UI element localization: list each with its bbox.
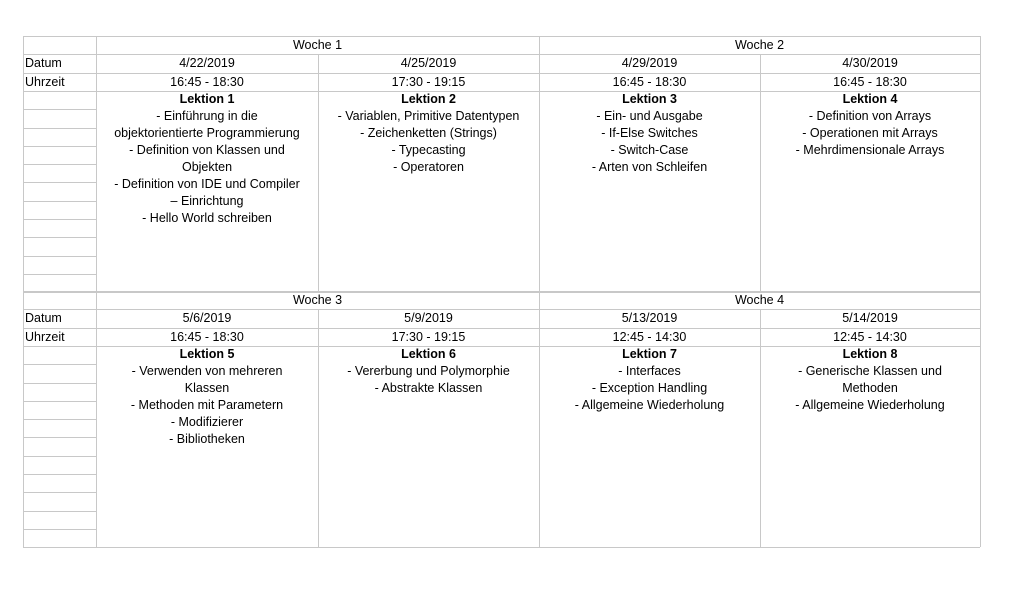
- grid-line: [96, 36, 97, 292]
- lesson-topic-line: - Operatoren: [393, 159, 464, 174]
- lesson-topic-line: - Zeichenketten (Strings): [360, 125, 497, 140]
- lesson-topic-line: - Operationen mit Arrays: [802, 125, 938, 140]
- lesson-topic-line: Methoden: [842, 380, 898, 395]
- lesson-cell: [539, 346, 760, 414]
- grid-line: [23, 182, 96, 183]
- lesson-topic-line: - Switch-Case: [610, 142, 689, 157]
- week-block: [23, 36, 980, 292]
- lesson-topic-line: Objekten: [181, 159, 233, 174]
- date-cell: 5/13/2019: [621, 311, 678, 326]
- date-cell: 5/6/2019: [182, 311, 232, 326]
- lesson-title: Lektion 4: [842, 91, 898, 106]
- grid-line: [23, 36, 24, 292]
- grid-line: [23, 164, 96, 165]
- time-cell: 16:45 - 18:30: [612, 74, 687, 89]
- lesson-topic-line: - Ein- und Ausgabe: [596, 108, 703, 123]
- lesson-title: Lektion 8: [842, 346, 898, 361]
- lesson-cell: [760, 91, 980, 159]
- grid-line: [539, 36, 540, 292]
- lesson-topic-line: - Definition von IDE und Compiler: [114, 176, 300, 191]
- date-cell: 4/29/2019: [621, 56, 678, 71]
- time-cell: 17:30 - 19:15: [391, 74, 466, 89]
- grid-line: [23, 237, 96, 238]
- grid-line: [23, 128, 96, 129]
- lesson-topic-line: objektorientierte Programmierung: [114, 125, 300, 140]
- lesson-cell: [539, 91, 760, 176]
- date-cell: 5/14/2019: [842, 311, 898, 326]
- date-cell: 4/30/2019: [842, 56, 898, 71]
- grid-line: [23, 219, 96, 220]
- lesson-topic-line: – Einrichtung: [170, 193, 244, 208]
- grid-line: [760, 309, 761, 547]
- lesson-topic-line: - Definition von Klassen und: [129, 142, 285, 157]
- week-header: Woche 2: [734, 38, 785, 52]
- lesson-topic-line: - Methoden mit Parametern: [130, 397, 284, 412]
- grid-line: [980, 36, 981, 292]
- week-header: Woche 3: [292, 293, 343, 307]
- lesson-title: Lektion 5: [179, 346, 235, 361]
- time-cell: 12:45 - 14:30: [833, 329, 907, 344]
- grid-line: [23, 73, 980, 74]
- lesson-topic-line: - Allgemeine Wiederholung: [574, 397, 725, 412]
- lesson-topic-line: Klassen: [184, 380, 230, 395]
- grid-line: [23, 456, 96, 457]
- lesson-title: Lektion 7: [622, 346, 677, 361]
- lesson-topic-line: - Generische Klassen und: [798, 363, 942, 378]
- grid-line: [23, 511, 96, 512]
- time-row-label: Uhrzeit: [25, 74, 65, 89]
- time-cell: 16:45 - 18:30: [170, 74, 244, 89]
- grid-line: [23, 437, 96, 438]
- lesson-topic-line: - Einführung in die: [156, 108, 258, 123]
- time-cell: 12:45 - 14:30: [612, 329, 687, 344]
- grid-line: [23, 291, 980, 292]
- date-cell: 5/9/2019: [404, 311, 453, 326]
- lesson-topic-line: - Interfaces: [618, 363, 681, 378]
- lesson-topic-line: - Vererbung und Polymorphie: [347, 363, 510, 378]
- time-row-label: Uhrzeit: [25, 329, 65, 344]
- lesson-topic-line: - Mehrdimensionale Arrays: [795, 142, 945, 157]
- lesson-topic-line: - Exception Handling: [591, 380, 708, 395]
- lesson-topic-line: - Hello World schreiben: [142, 210, 272, 225]
- lesson-title: Lektion 1: [179, 91, 235, 106]
- lesson-cell: [318, 91, 539, 176]
- grid-line: [23, 146, 96, 147]
- week-header: Woche 1: [292, 38, 343, 52]
- grid-line: [96, 291, 97, 547]
- lesson-cell: [96, 91, 318, 227]
- time-cell: 17:30 - 19:15: [391, 329, 466, 344]
- lesson-cell: [96, 346, 318, 448]
- lesson-topic-line: - Definition von Arrays: [808, 108, 932, 123]
- lesson-topic-line: - Variablen, Primitive Datentypen: [337, 108, 520, 123]
- grid-line: [539, 291, 540, 547]
- lesson-topic-line: - Allgemeine Wiederholung: [795, 397, 945, 412]
- grid-line: [23, 383, 96, 384]
- grid-line: [23, 328, 980, 329]
- lesson-cell: [318, 346, 539, 397]
- grid-line: [23, 54, 980, 55]
- grid-line: [318, 309, 319, 547]
- lesson-topic-line: - If-Else Switches: [601, 125, 698, 140]
- grid-line: [980, 291, 981, 547]
- grid-line: [23, 201, 96, 202]
- grid-line: [23, 364, 96, 365]
- grid-line: [23, 419, 96, 420]
- grid-line: [23, 274, 96, 275]
- date-row-label: Datum: [25, 311, 62, 326]
- time-cell: 16:45 - 18:30: [833, 74, 907, 89]
- lesson-title: Lektion 3: [622, 91, 677, 106]
- week-block: [23, 291, 980, 547]
- week-header: Woche 4: [734, 293, 785, 307]
- lesson-topic-line: - Abstrakte Klassen: [374, 380, 483, 395]
- grid-line: [23, 256, 96, 257]
- grid-line: [23, 492, 96, 493]
- date-row-label: Datum: [25, 56, 62, 71]
- grid-line: [23, 346, 980, 347]
- lesson-topic-line: - Typecasting: [391, 142, 466, 157]
- lesson-title: Lektion 2: [401, 91, 456, 106]
- lesson-topic-line: - Bibliotheken: [169, 431, 245, 446]
- date-cell: 4/22/2019: [179, 56, 235, 71]
- lesson-topic-line: - Verwenden von mehreren: [131, 363, 283, 378]
- grid-line: [23, 291, 24, 547]
- grid-line: [23, 529, 96, 530]
- lesson-title: Lektion 6: [401, 346, 456, 361]
- grid-line: [23, 36, 980, 37]
- grid-line: [23, 474, 96, 475]
- lesson-cell: [760, 346, 980, 414]
- grid-line: [23, 309, 980, 310]
- lesson-topic-line: - Modifizierer: [170, 414, 244, 429]
- lesson-topic-line: - Arten von Schleifen: [591, 159, 708, 174]
- date-cell: 4/25/2019: [400, 56, 457, 71]
- grid-line: [23, 91, 980, 92]
- grid-line: [23, 547, 980, 548]
- grid-line: [23, 401, 96, 402]
- grid-line: [318, 54, 319, 292]
- time-cell: 16:45 - 18:30: [170, 329, 244, 344]
- grid-line: [760, 54, 761, 292]
- grid-line: [23, 109, 96, 110]
